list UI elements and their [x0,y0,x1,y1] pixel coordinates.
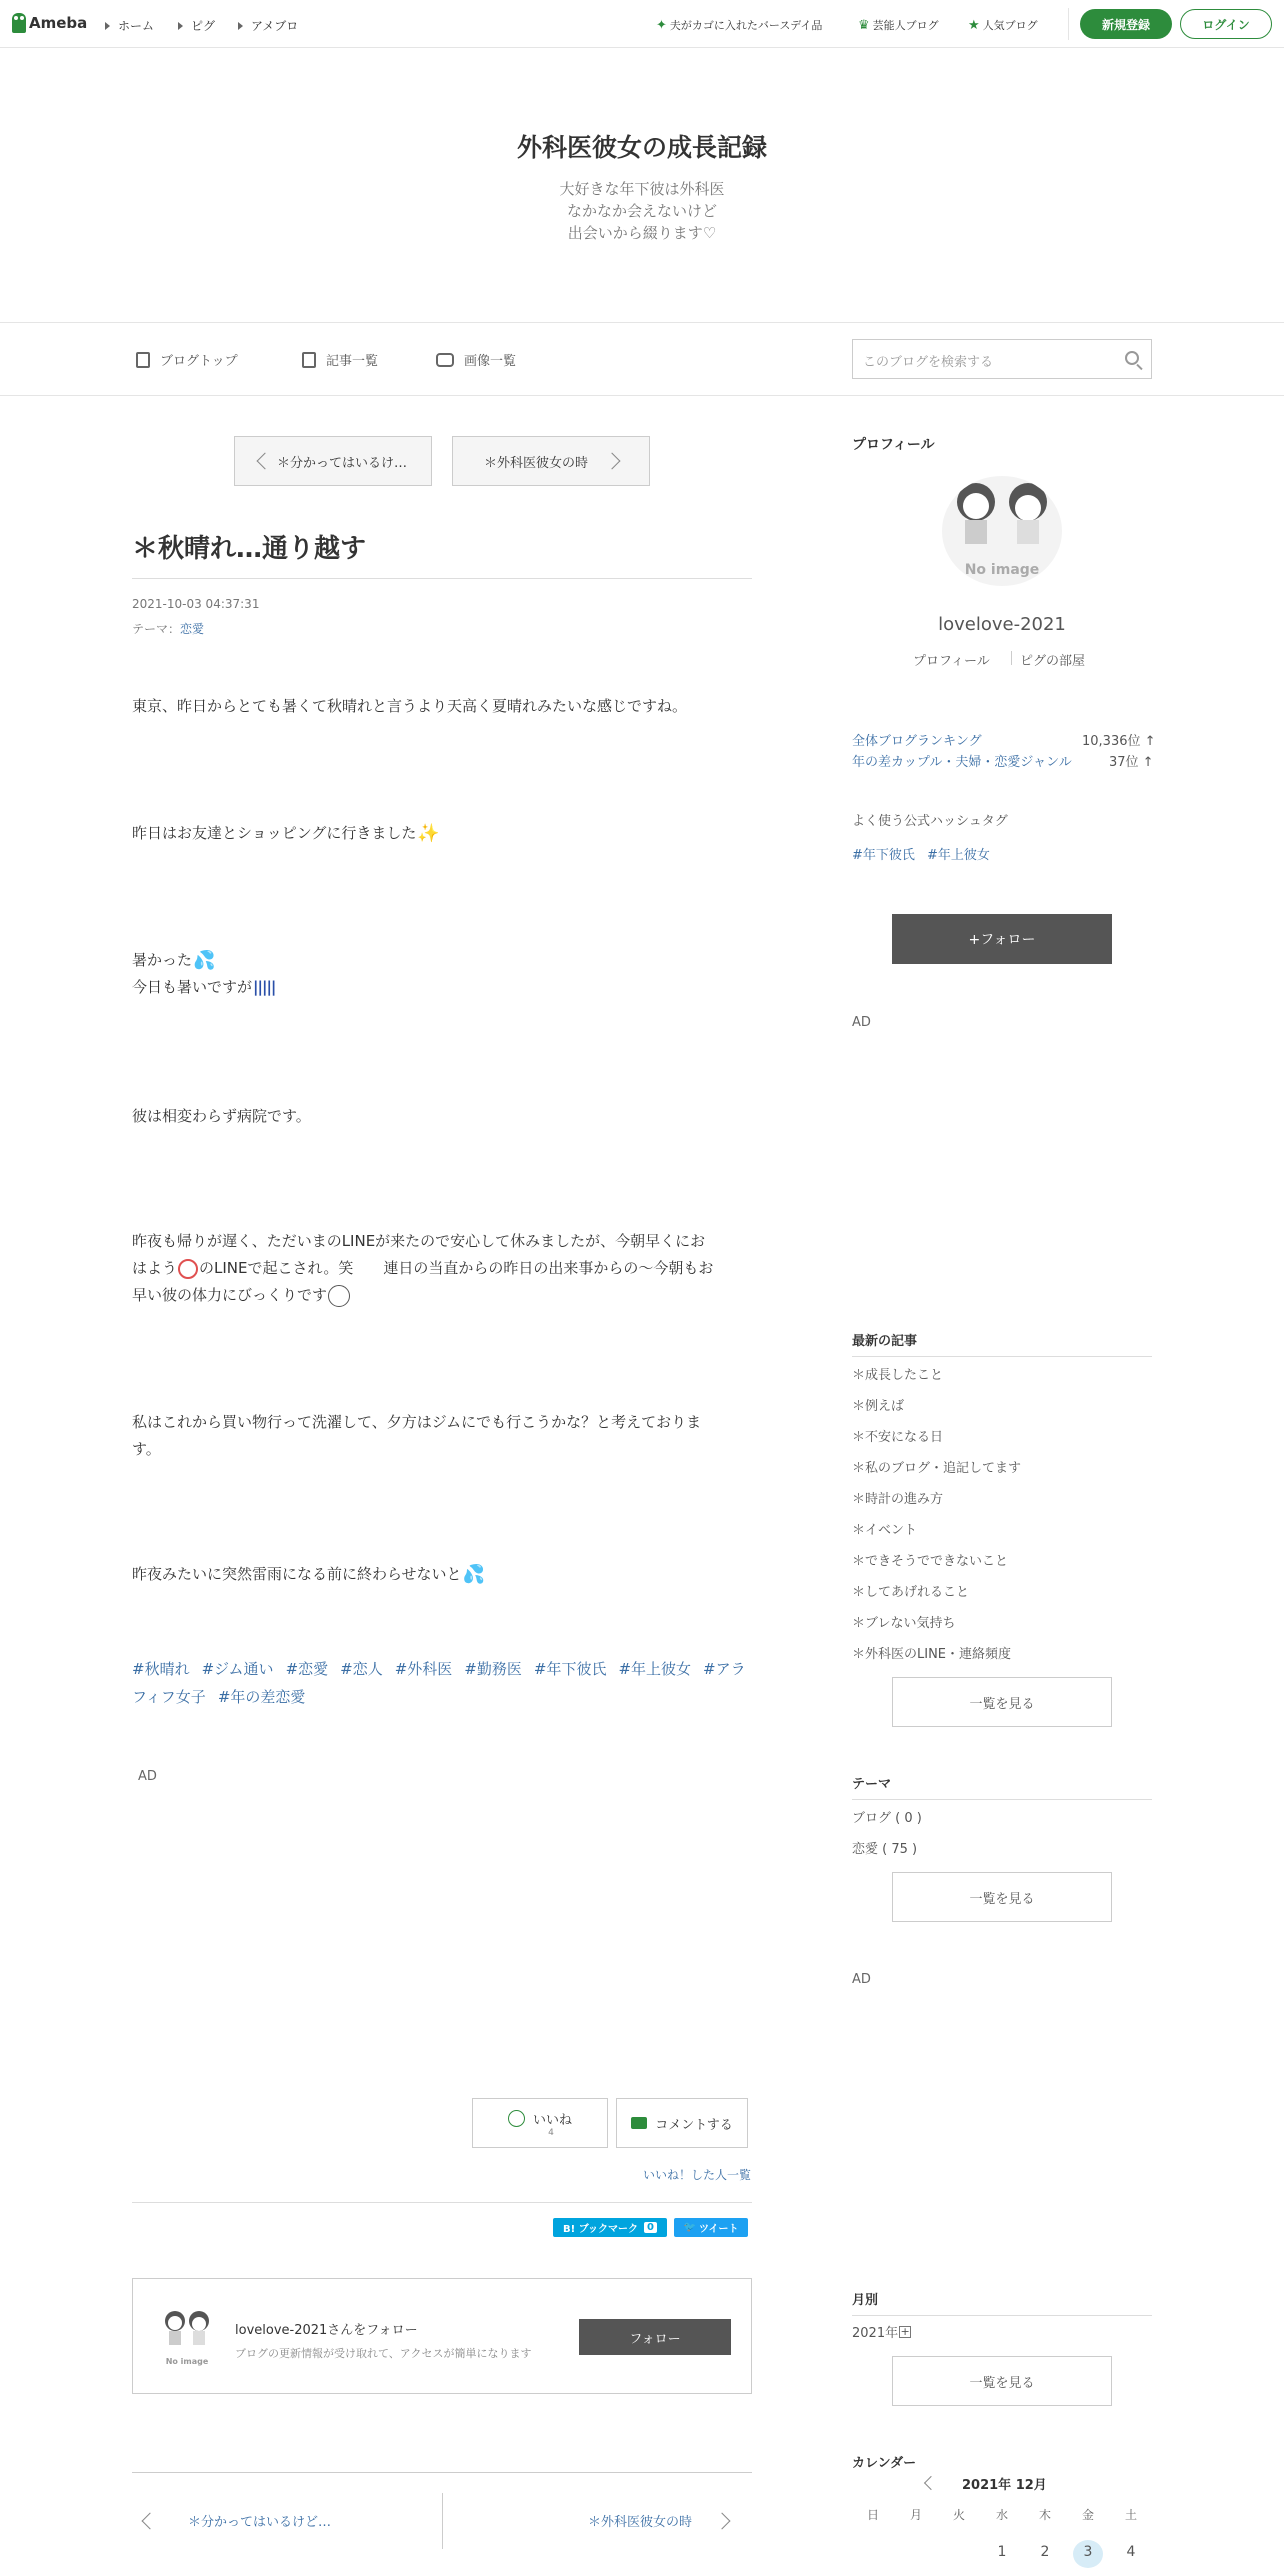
comment-button[interactable]: コメントする [616,2098,748,2148]
profile-avatar[interactable]: No image [942,476,1062,586]
article-paragraph: 彼は相変わらず病院です。 [132,1107,311,1125]
recent-article-link[interactable]: ＊してあげれること [852,1585,970,1600]
crumb-home[interactable]: ホーム [105,17,154,34]
hashtag-link[interactable]: #年の差恋愛 [217,1688,306,1706]
recent-article-link[interactable]: ＊できそうでできないこと [852,1554,1009,1569]
recent-see-all-button[interactable]: 一覧を見る [892,1677,1112,1727]
sidebar-follow-button[interactable]: +フォロー [892,914,1112,964]
article-date: 2021-10-03 04:37:31 [132,597,260,611]
twitter-icon: 🐦 [683,2222,696,2233]
follow-button[interactable]: フォロー [579,2319,731,2355]
prev-article-link[interactable]: ＊分かってはいるけど… [144,2511,331,2530]
monthly-see-all-button[interactable]: 一覧を見る [892,2356,1112,2406]
blog-nav [0,322,1284,396]
profile-username[interactable]: lovelove-2021 [938,614,1066,635]
divider [852,2315,1152,2316]
calendar-weekday: 日 [866,2508,879,2522]
calendar-day-today[interactable]: 3 [1083,2544,1093,2560]
theme-link[interactable]: ブログ ( 0 ) [852,1811,922,1826]
hashtag-link[interactable]: #恋愛 [285,1660,329,1678]
blog-description-line: 大好きな年下彼は外科医 [559,180,725,198]
crumb-pigg[interactable]: ピグ [178,17,215,34]
search-icon[interactable] [1125,351,1139,365]
birthday-gift-link[interactable]: ✦ 夫がカゴに入れたバースデイ品 [656,17,823,33]
monthly-heading: 月別 [852,2293,879,2308]
calendar-weekday: 水 [995,2508,1008,2522]
chevron-right-icon [604,453,621,470]
sidebar-hashtag[interactable]: #年上彼女 [927,848,990,863]
blog-description-line: 出会いから綴ります♡ [567,224,717,242]
sparkle-icon: ✦ [656,17,667,33]
popular-blog-link[interactable]: ★ 人気ブログ [968,17,1038,33]
article-title[interactable]: ＊秋晴れ…通り越す [132,534,367,564]
ranking-overall-value: 10,336位 ↑ [1082,734,1156,749]
liked-users-link[interactable]: いいね！した人一覧 [643,2168,752,2182]
recent-article-link[interactable]: ＊イベント [852,1523,918,1538]
like-button[interactable]: いいね 4 [472,2098,608,2148]
calendar-weekday: 木 [1038,2508,1051,2522]
couple-avatar-icon [157,2307,217,2353]
hashtag-link[interactable]: #アラフィフ女子 [132,1660,746,1706]
recent-article-link[interactable]: ＊成長したこと [852,1368,944,1383]
like-count: 4 [548,2127,554,2138]
article-paragraph: 昨夜も帰りが遅く、ただいまのLINEが来たので安心して休みましたが、今朝早くにお はよう のLINEで起こされ。笑 連日の当直からの昨日の出来事からの〜今朝もお 早い彼の体力にびっくりです [132,1228,752,1309]
recent-article-link[interactable]: ＊外科医のLINE・連絡頻度 [852,1647,1012,1662]
hashtag-link[interactable]: #年下彼氏 [533,1660,607,1678]
blog-description-line: なかなか会えないけど [566,202,717,220]
next-article-button[interactable]: ＊外科医彼女の時 [452,436,650,486]
recent-article-link[interactable]: ＊私のブログ・追記してます [852,1461,1022,1476]
article-bottom-nav [132,2472,752,2556]
calendar-weekday: 月 [909,2508,922,2522]
theme-see-all-button[interactable]: 一覧を見る [892,1872,1112,1922]
hashtag-list [132,1655,752,1711]
nav-blog-top[interactable]: ブログトップ [136,350,238,369]
crumb-ameblo[interactable]: アメブロ [238,17,298,34]
recent-article-link[interactable]: ＊時計の進み方 [852,1492,944,1507]
hashtag-link[interactable]: #年上彼女 [618,1660,692,1678]
ad-label: AD [852,1015,871,1030]
recent-articles-heading: 最新の記事 [852,1334,918,1349]
hashtag-link[interactable]: #ジム通い [201,1660,274,1678]
article-theme: テーマ：恋愛 [132,622,205,636]
calendar-day[interactable]: 1 [997,2544,1007,2560]
ad-label: AD [852,1972,871,1987]
signup-button[interactable]: 新規登録 [1080,9,1172,39]
surprised-face-emoji-icon [328,1285,350,1307]
copy-icon [302,352,316,368]
calendar-day[interactable]: 2 [1040,2544,1050,2560]
theme-link[interactable]: 恋愛 [180,622,205,636]
article-paragraph: 暑かった💦 今日も暑いですが||||| [132,947,752,1001]
hashtag-link[interactable]: #恋人 [340,1660,383,1678]
divider [132,2202,752,2203]
divider [1068,8,1069,40]
recent-article-link[interactable]: ＊例えば [852,1399,905,1414]
follow-description: ブログの更新情報が受け取れて、アクセスが簡単になります [235,2347,532,2360]
sparkles-emoji-icon: ✨ [417,823,440,844]
divider [442,2493,443,2549]
recent-article-link[interactable]: ＊ブレない気持ち [852,1616,956,1631]
sidebar-hashtag[interactable]: #年下彼氏 [852,848,915,863]
calendar-heading: カレンダー [852,2456,917,2471]
sleepy-face-emoji-icon [178,1259,198,1279]
calendar-month: 2021年 12月 [962,2478,1047,2493]
theme-heading: テーマ [852,1777,892,1792]
article-paragraph: 昨夜みたいに突然雷雨になる前に終わらせないと💦 [132,1561,752,1588]
ameba-logo[interactable]: Ameba [12,13,87,33]
ranking-genre-value: 37位 ↑ [1109,755,1154,770]
ad-label: AD [138,1769,157,1784]
article-paragraph: 私はこれから買い物行って洗濯して、夕方はジムにでも行こうかな？と考えておりま す。 [132,1413,702,1458]
celebrity-blog-link[interactable]: ♛ 芸能人ブログ [858,17,939,33]
smile-icon [508,2110,525,2127]
sweat-drops-emoji-icon: 💦 [193,950,216,971]
login-button[interactable]: ログイン [1180,9,1272,39]
profile-heading: プロフィール [852,437,935,453]
hatena-bookmark-button[interactable]: B! ブックマーク 0 [553,2218,667,2237]
hashtag-link[interactable]: #秋晴れ [132,1660,190,1678]
divider [132,578,752,579]
pig-room-link[interactable]: ピグの部屋 [1020,654,1086,669]
nav-article-list[interactable]: 記事一覧 [302,350,378,369]
chevron-left-icon [256,453,273,470]
follow-target-name: lovelove-2021さんをフォロー [235,2323,418,2338]
theme-link[interactable]: 恋愛 ( 75 ) [852,1842,918,1857]
profile-link[interactable]: プロフィール [913,654,990,669]
star-icon: ★ [968,17,980,33]
plus-box-icon: + [900,2324,910,2338]
article-paragraph: 昨日はお友達とショッピングに行きました✨ [132,820,752,847]
hashtag-link[interactable]: #勤務医 [464,1660,522,1678]
frog-icon [12,13,26,33]
calendar-weekday: 火 [952,2508,965,2522]
hashtag-heading: よく使う公式ハッシュタグ [852,814,1008,829]
nav-image-list[interactable]: 画像一覧 [436,350,516,369]
comment-icon [631,2117,647,2129]
hashtag-link[interactable]: #外科医 [394,1660,453,1678]
tweet-button[interactable]: 🐦 ツイート [674,2218,748,2237]
blog-search-input[interactable]: このブログを検索する [852,339,1152,379]
year-2021-toggle[interactable]: 2021年 + [852,2324,910,2341]
blog-title[interactable]: 外科医彼女の成長記録 [516,133,767,162]
crown-icon: ♛ [858,17,870,33]
next-article-link[interactable]: ＊外科医彼女の時 [588,2511,728,2530]
divider [852,1799,1152,1800]
camera-icon [436,353,454,367]
calendar-weekday: 金 [1081,2508,1094,2522]
rain-icon: ||||| [253,978,276,996]
sweat-drops-emoji-icon: 💦 [462,1564,485,1585]
document-icon [136,352,150,368]
divider [1011,651,1012,665]
calendar-prev-icon[interactable] [924,2476,938,2490]
divider [852,1356,1152,1357]
recent-article-link[interactable]: ＊不安になる日 [852,1430,944,1445]
calendar-day[interactable]: 4 [1126,2544,1136,2560]
follow-box [132,2278,752,2394]
chevron-right-icon [714,2512,731,2529]
avatar: No image [157,2307,217,2367]
prev-article-button[interactable]: ＊分かってはいるけ… [234,436,432,486]
couple-avatar-icon [942,476,1062,556]
global-header [0,0,1284,48]
calendar-weekday: 土 [1124,2508,1137,2522]
ranking-overall-link[interactable]: 全体ブログランキング [852,734,982,749]
chevron-left-icon [142,2512,159,2529]
article-paragraph: 東京、昨日からとても暑くて秋晴れと言うより天高く夏晴れみたいな感じですね。 [132,697,688,715]
ranking-genre-link[interactable]: 年の差カップル・夫婦・恋愛ジャンル [852,755,1072,770]
